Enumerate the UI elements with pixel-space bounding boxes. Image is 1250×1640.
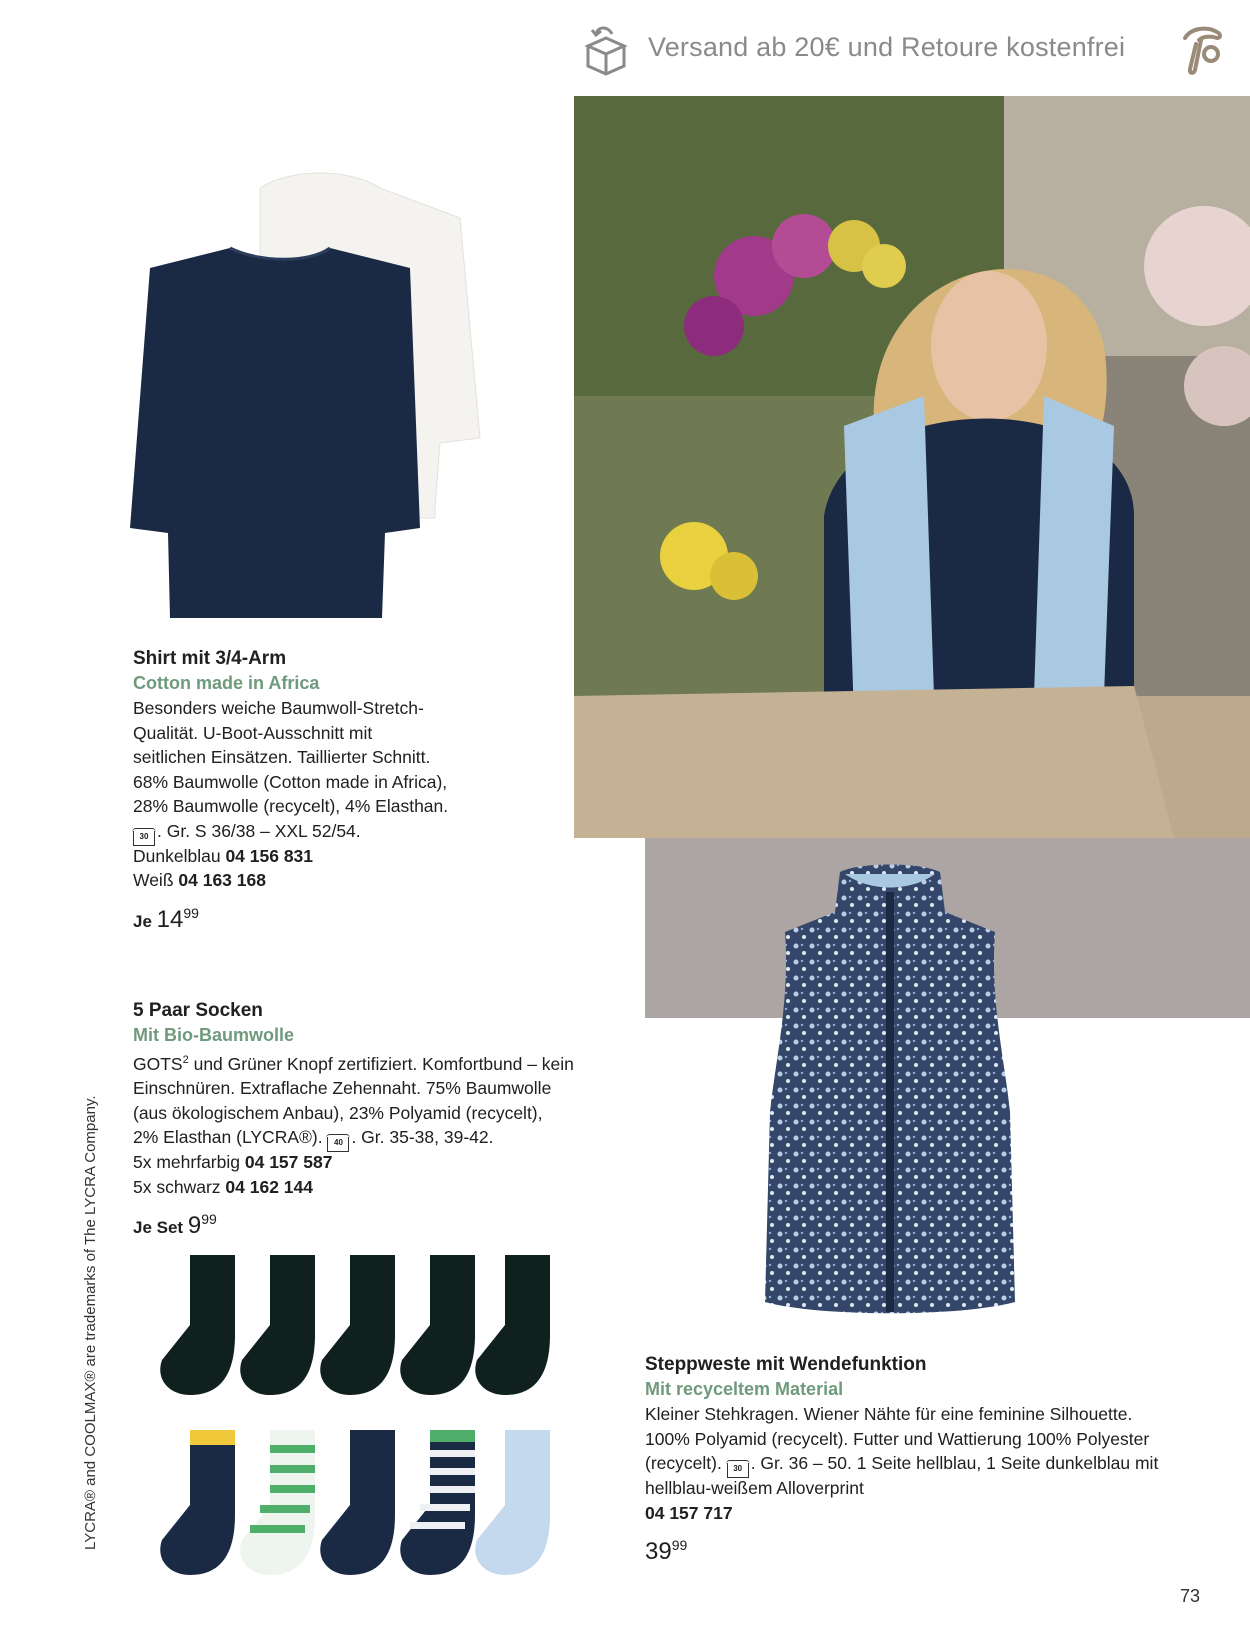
shipping-banner <box>570 18 1235 88</box>
socks-price: Je Set $9^{99}$ <box>133 1211 217 1240</box>
socks-variant: 5x mehrfarbig 04 157 587 <box>133 1152 333 1173</box>
shirt-price: Je $14^{99}$ <box>133 904 199 933</box>
shirt-variant: Weiß 04 163 168 <box>133 870 266 890</box>
socks-desc-line: Einschnüren. Extraflache Zehennaht. 75% Baumwolle <box>133 1078 552 1099</box>
article-number: 04 163 168 <box>178 870 266 890</box>
shirt-subtitle: Cotton made in Africa <box>133 673 320 693</box>
socks-desc-line: (aus ökologischem Anbau), 23% Polyamid (recycelt), <box>133 1102 543 1123</box>
vest-desc-line: 100% Polyamid (recycelt). Futter und Wattierung 100% Polyester <box>645 1428 1150 1449</box>
shirt-desc-line: Qualität. U-Boot-Ausschnitt mit <box>133 722 373 743</box>
shirt-product-image <box>120 168 520 628</box>
article-number: 04 157 717 <box>645 1502 733 1523</box>
socks-variant: 5x schwarz 04 162 144 <box>133 1176 313 1197</box>
wash-30-icon: 30 <box>133 831 155 846</box>
shirt-product-info <box>133 646 563 934</box>
socks-title: 5 Paar Socken <box>133 1000 263 1021</box>
trademark-note: LYCRA® and COOLMAX® are trademarks of The LYCRA Company. <box>82 1095 99 1550</box>
vest-desc-line: (recycelt). 30 . Gr. 36 – 50. 1 Seite hellblau, 1 Seite dunkelblau mit <box>645 1451 1245 1476</box>
shirt-desc-line: 28% Baumwolle (recycelt), 4% Elasthan. <box>133 796 449 816</box>
socks-desc-line: 2% Elasthan (LYCRA®). 40 . Gr. 35-38, 39-42. <box>133 1125 603 1150</box>
vest-subtitle: Mit recyceltem Material <box>645 1379 844 1399</box>
vest-desc-line: Kleiner Stehkragen. Wiener Nähte für eine feminine Silhouette. <box>645 1404 1133 1424</box>
article-number: 04 162 144 <box>225 1176 313 1197</box>
vest-desc-line: hellblau-weißem Alloverprint <box>645 1478 864 1498</box>
lifestyle-photo <box>574 96 1250 838</box>
socks-product-image <box>150 1255 560 1595</box>
shirt-desc-line: 68% Baumwolle (Cotton made in Africa), <box>133 771 448 792</box>
banner-text: Versand ab 20€ und Retoure kostenfrei <box>648 32 1126 62</box>
socks-desc-line: GOTS$^2$ und Grüner Knopf zertifiziert. Komfortbund – kein <box>133 1053 574 1074</box>
article-number: 04 157 587 <box>244 1152 333 1173</box>
socks-product-info <box>133 998 603 1241</box>
brand-logo-icon <box>1177 24 1227 76</box>
shirt-title: Shirt mit 3/4-Arm <box>133 648 287 669</box>
vest-title: Steppweste mit Wendefunktion <box>645 1354 927 1375</box>
vest-product-info <box>645 1352 1245 1567</box>
vest-price: $39^{99}$ <box>645 1537 688 1565</box>
shirt-variant: Dunkelblau 04 156 831 <box>133 845 314 866</box>
wash-40-icon: 40 <box>327 1137 349 1152</box>
page-number: 73 <box>1179 1586 1200 1606</box>
wash-30-icon: 30 <box>727 1463 749 1478</box>
vest-product-image <box>760 862 1020 1327</box>
shirt-desc-line: Besonders weiche Baumwoll-Stretch- <box>133 698 424 718</box>
box-return-icon <box>578 24 634 80</box>
article-number: 04 156 831 <box>225 845 314 866</box>
shirt-sizes: 30 . Gr. S 36/38 – XXL 52/54. <box>133 819 563 844</box>
socks-subtitle: Mit Bio-Baumwolle <box>133 1025 294 1045</box>
shirt-desc-line: seitlichen Einsätzen. Taillierter Schnitt. <box>133 747 431 767</box>
